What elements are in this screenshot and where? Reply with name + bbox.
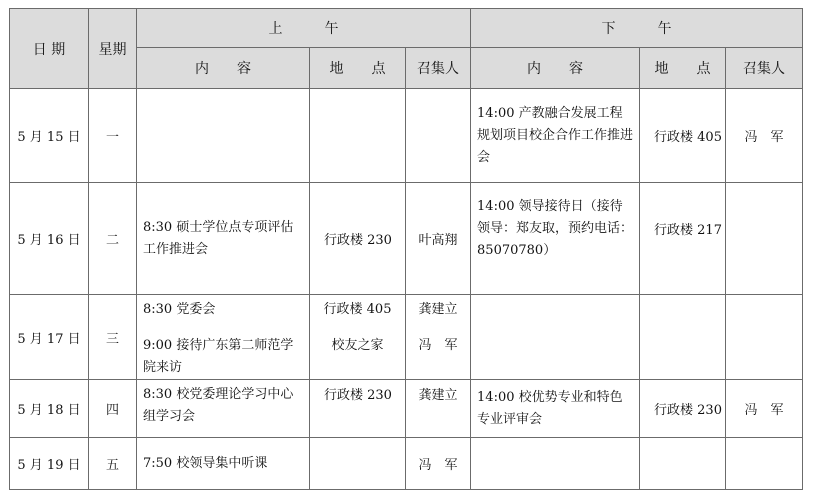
pm-content-cell: 14:00 产教融合发展工程规划项目校企合作工作推进会 bbox=[471, 89, 640, 183]
date-cell: 5 月 17 日 bbox=[10, 295, 89, 380]
header-afternoon: 下 午 bbox=[471, 9, 803, 48]
am-place-cell: 行政楼 230 bbox=[310, 183, 406, 295]
pm-place-cell bbox=[640, 295, 726, 380]
schedule-row bbox=[10, 295, 803, 380]
weekday-cell: 五 bbox=[89, 438, 137, 490]
am-convener-cell: 叶高翔 bbox=[406, 183, 471, 295]
pm-convener-cell bbox=[726, 295, 803, 380]
pm-content-cell bbox=[471, 295, 640, 380]
pm-content-cell: 14:00 领导接待日（接待领导：郑友取，预约电话：85070780） bbox=[471, 183, 640, 295]
am-place-cell: 行政楼 230 bbox=[310, 380, 406, 438]
pm-convener-cell: 冯 军 bbox=[726, 380, 803, 438]
pm-place-cell: 行政楼 230 bbox=[640, 380, 726, 438]
pm-place-cell: 行政楼 405 bbox=[640, 89, 726, 183]
am-place-cell bbox=[310, 438, 406, 490]
am-content-cell bbox=[137, 89, 310, 183]
am-content-cell: 8:30 硕士学位点专项评估工作推进会 bbox=[137, 183, 310, 295]
am-convener-cell bbox=[406, 89, 471, 183]
header-weekday: 星期 bbox=[89, 9, 137, 89]
am-place: 校友之家 bbox=[331, 338, 384, 353]
am-place: 行政楼 405 bbox=[323, 302, 392, 317]
schedule-row bbox=[10, 183, 803, 295]
date-cell: 5 月 15 日 bbox=[10, 89, 89, 183]
schedule-row bbox=[10, 438, 803, 490]
pm-place-cell: 行政楼 217 bbox=[640, 183, 726, 295]
pm-convener-cell bbox=[726, 438, 803, 490]
date-cell: 5 月 16 日 bbox=[10, 183, 89, 295]
am-convener-cell: 龚建立 bbox=[406, 380, 471, 438]
header-morning: 上 午 bbox=[137, 9, 471, 48]
schedule-row bbox=[10, 380, 803, 438]
date-cell: 5 月 19 日 bbox=[10, 438, 89, 490]
am-content-cell: 7:50 校领导集中听课 bbox=[137, 438, 310, 490]
am-item: 8:30 党委会 bbox=[143, 302, 216, 317]
weekly-schedule-table bbox=[9, 8, 803, 490]
header-date: 日 期 bbox=[10, 9, 89, 89]
header-pm-convener: 召集人 bbox=[726, 48, 803, 89]
am-convener: 冯 军 bbox=[418, 338, 458, 353]
header-pm-content: 内 容 bbox=[471, 48, 640, 89]
weekday-cell: 一 bbox=[89, 89, 137, 183]
weekday-cell: 三 bbox=[89, 295, 137, 380]
am-place-cell bbox=[310, 295, 406, 380]
pm-place-cell bbox=[640, 438, 726, 490]
am-item: 9:00 接待广东第二师范学院来访 bbox=[143, 338, 294, 375]
pm-convener-cell bbox=[726, 183, 803, 295]
schedule-row bbox=[10, 89, 803, 183]
date-cell: 5 月 18 日 bbox=[10, 380, 89, 438]
am-convener-cell bbox=[406, 295, 471, 380]
pm-convener-cell: 冯 军 bbox=[726, 89, 803, 183]
pm-content-cell bbox=[471, 438, 640, 490]
weekday-cell: 二 bbox=[89, 183, 137, 295]
am-content-cell bbox=[137, 295, 310, 380]
am-convener-cell: 冯 军 bbox=[406, 438, 471, 490]
am-place-cell bbox=[310, 89, 406, 183]
weekday-cell: 四 bbox=[89, 380, 137, 438]
header-pm-place: 地 点 bbox=[640, 48, 726, 89]
am-convener: 龚建立 bbox=[418, 302, 458, 317]
header-am-convener: 召集人 bbox=[406, 48, 471, 89]
header-row-top bbox=[10, 9, 803, 48]
am-content-cell: 8:30 校党委理论学习中心组学习会 bbox=[137, 380, 310, 438]
header-am-content: 内 容 bbox=[137, 48, 310, 89]
pm-content-cell: 14:00 校优势专业和特色专业评审会 bbox=[471, 380, 640, 438]
header-am-place: 地 点 bbox=[310, 48, 406, 89]
